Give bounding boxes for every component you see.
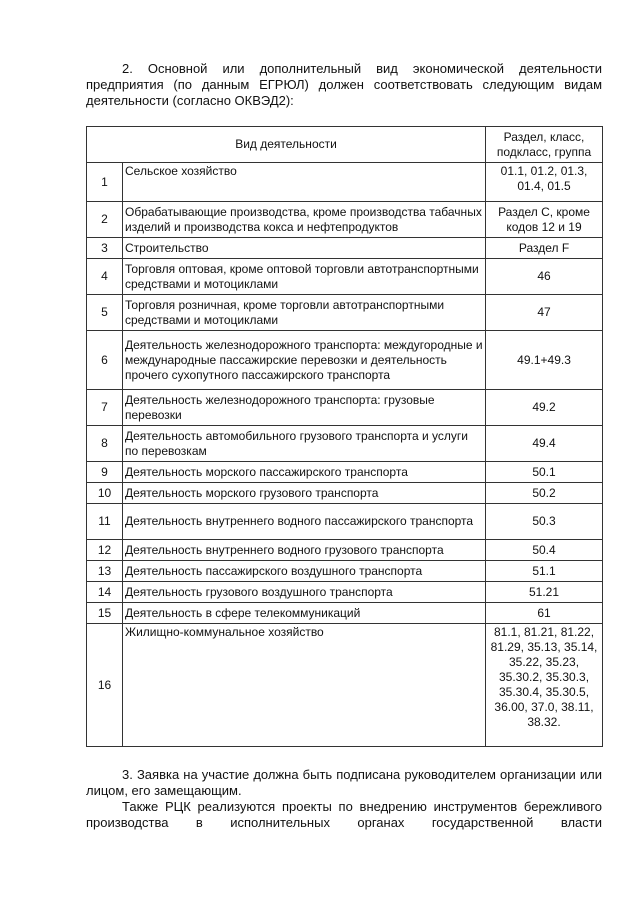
row-code: 49.1+49.3 (486, 331, 603, 390)
row-number: 7 (87, 390, 123, 426)
row-code: 50.4 (486, 540, 603, 561)
paragraph-also: Также РЦК реализуются проекты по внедрению инструментов бережливого производства в исполнительных органах государственной власти (86, 799, 602, 830)
table-row (87, 504, 603, 540)
table-row (87, 295, 603, 331)
row-code: Раздел С, кроме кодов 12 и 19 (486, 202, 603, 238)
table-row (87, 238, 603, 259)
table-row (87, 202, 603, 238)
row-number: 14 (87, 582, 123, 603)
row-activity: Жилищно-коммунальное хозяйство (123, 624, 486, 747)
row-activity: Сельское хозяйство (123, 163, 486, 202)
row-number: 12 (87, 540, 123, 561)
row-activity: Деятельность внутреннего водного пассажирского транспорта (123, 504, 486, 540)
row-number: 1 (87, 163, 123, 202)
paragraph-item-3: 3. Заявка на участие должна быть подписана руководителем организации или лицом, его замещающим. (86, 767, 602, 798)
table-row (87, 331, 603, 390)
row-number: 10 (87, 483, 123, 504)
row-activity: Деятельность железнодорожного транспорта: междугородные и международные пассажирские перевозки и деятельность прочего сухопутного пассажирского транспорта (123, 331, 486, 390)
row-number: 9 (87, 462, 123, 483)
row-activity: Деятельность в сфере телекоммуникаций (123, 603, 486, 624)
row-activity: Обрабатывающие производства, кроме производства табачных изделий и производства кокса и нефтепродуктов (123, 202, 486, 238)
table-header-row (87, 127, 603, 163)
table-row (87, 163, 603, 202)
row-number: 3 (87, 238, 123, 259)
header-code: Раздел, класс, подкласс, группа (486, 127, 603, 163)
header-activity: Вид деятельности (87, 127, 486, 163)
table-row (87, 462, 603, 483)
row-activity: Деятельность автомобильного грузового транспорта и услуги по перевозкам (123, 426, 486, 462)
row-code: Раздел F (486, 238, 603, 259)
row-number: 16 (87, 624, 123, 747)
row-activity: Деятельность грузового воздушного транспорта (123, 582, 486, 603)
row-code: 81.1, 81.21, 81.22, 81.29, 35.13, 35.14, 35.22, 35.23, 35.30.2, 35.30.3, 35.30.4, 35.30.5, 36.00, 37.0, 38.11, 38.32. (486, 624, 603, 747)
table-row (87, 483, 603, 504)
row-activity: Деятельность морского пассажирского транспорта (123, 462, 486, 483)
row-number: 5 (87, 295, 123, 331)
row-activity: Деятельность морского грузового транспорта (123, 483, 486, 504)
table-row (87, 426, 603, 462)
row-number: 6 (87, 331, 123, 390)
row-activity: Деятельность внутреннего водного грузового транспорта (123, 540, 486, 561)
row-code: 49.4 (486, 426, 603, 462)
row-code: 51.1 (486, 561, 603, 582)
table-row (87, 259, 603, 295)
row-code: 47 (486, 295, 603, 331)
paragraph-item-2: 2. Основной или дополнительный вид экономической деятельности предприятия (по данным ЕГРЮЛ) должен соответствовать следующим видам деятельности (согласно ОКВЭД2): (86, 61, 602, 108)
table-row (87, 624, 603, 747)
row-code: 61 (486, 603, 603, 624)
row-number: 15 (87, 603, 123, 624)
row-code: 51.21 (486, 582, 603, 603)
row-code: 50.3 (486, 504, 603, 540)
row-number: 8 (87, 426, 123, 462)
row-number: 4 (87, 259, 123, 295)
table-row (87, 390, 603, 426)
table-row (87, 540, 603, 561)
row-number: 11 (87, 504, 123, 540)
row-code: 46 (486, 259, 603, 295)
table-row (87, 603, 603, 624)
table-row (87, 561, 603, 582)
row-number: 13 (87, 561, 123, 582)
row-code: 01.1, 01.2, 01.3, 01.4, 01.5 (486, 163, 603, 202)
row-activity: Деятельность железнодорожного транспорта: грузовые перевозки (123, 390, 486, 426)
row-activity: Строительство (123, 238, 486, 259)
activities-table (86, 126, 603, 747)
row-activity: Торговля оптовая, кроме оптовой торговли автотранспортными средствами и мотоциклами (123, 259, 486, 295)
row-code: 50.2 (486, 483, 603, 504)
row-code: 50.1 (486, 462, 603, 483)
row-code: 49.2 (486, 390, 603, 426)
table-row (87, 582, 603, 603)
row-activity: Торговля розничная, кроме торговли автотранспортными средствами и мотоциклами (123, 295, 486, 331)
row-activity: Деятельность пассажирского воздушного транспорта (123, 561, 486, 582)
row-number: 2 (87, 202, 123, 238)
